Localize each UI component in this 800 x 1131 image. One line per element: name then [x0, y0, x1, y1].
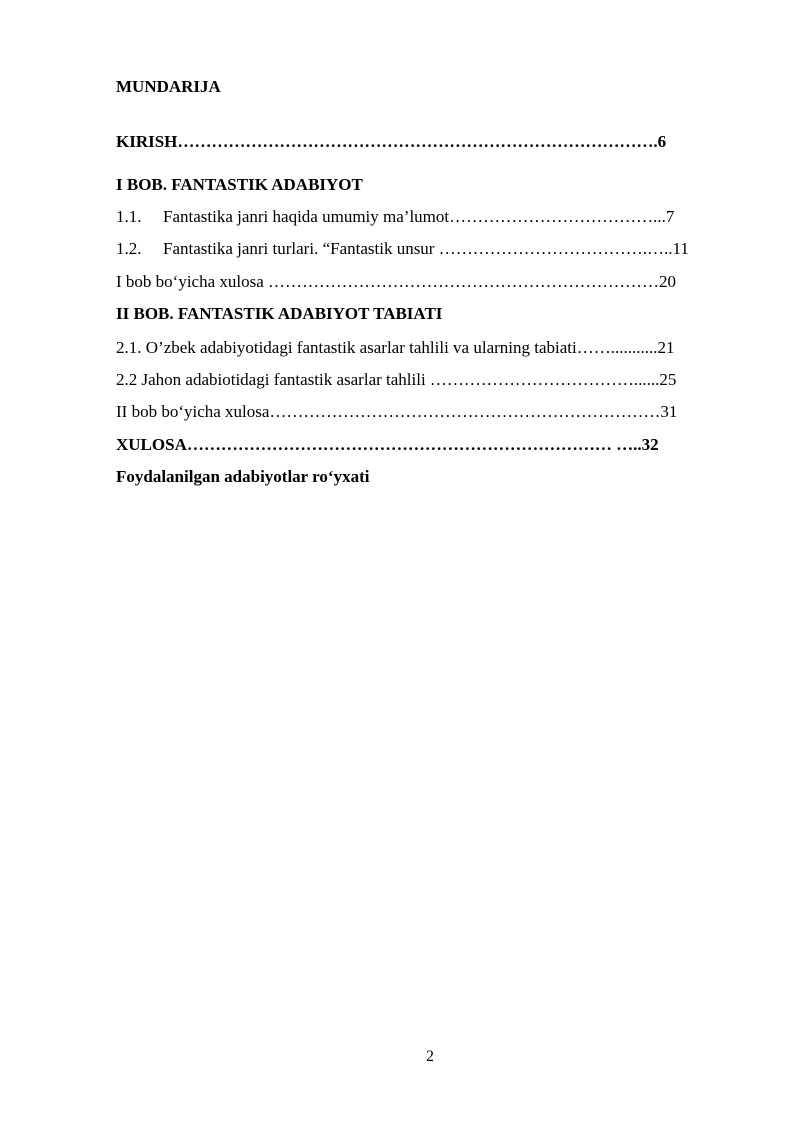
toc-entry-2-2: 2.2 Jahon adabiotidagi fantastik asarlar tahlili ………………………………......25: [116, 370, 677, 389]
toc-entry-1-2: [116, 239, 689, 259]
toc-entry-chapter-2-summary: II bob bo‘yicha xulosa……………………………………………………………31: [116, 402, 678, 421]
page-title: MUNDARIJA: [116, 77, 221, 96]
toc-heading-chapter-1: I BOB. FANTASTIK ADABIYOT: [116, 175, 363, 194]
toc-heading-chapter-2: II BOB. FANTASTIK ADABIYOT TABIATI: [116, 304, 443, 323]
toc-entry-kirish: KIRISH………………………………………………………………………….6: [116, 132, 667, 151]
toc-entry-bibliography: Foydalanilgan adabiyotlar ro‘yxati: [116, 467, 370, 486]
toc-entry-text: Fantastika janri turlari. “Fantastik unsur ……………………………….…..11: [163, 239, 689, 258]
toc-entry-xulosa: XULOSA………………………………………………………………… …..32: [116, 435, 659, 454]
toc-entry-1-1: [116, 207, 674, 227]
toc-entry-chapter-1-summary: I bob bo‘yicha xulosa ……………………………………………………………20: [116, 272, 677, 291]
toc-entry-number: 1.1.: [116, 207, 142, 226]
toc-entry-2-1: 2.1. O’zbek adabiyotidagi fantastik asarlar tahlili va ularning tabiati……...........21: [116, 338, 675, 357]
toc-entry-text: Fantastika janri haqida umumiy ma’lumot………………………………...7: [163, 207, 675, 226]
page-number: 2: [426, 1048, 434, 1065]
toc-entry-number: 1.2.: [116, 239, 142, 258]
